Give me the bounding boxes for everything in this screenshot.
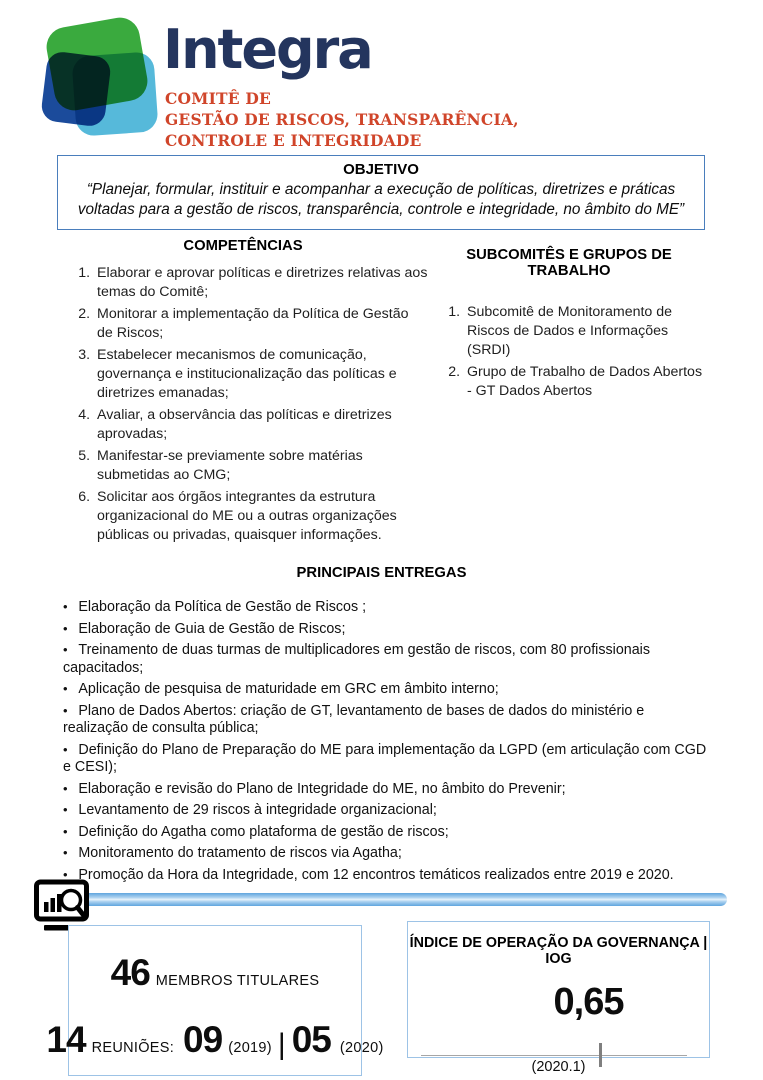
objetivo-quote: “Planejar, formular, instituir e acompanhar a execução de políticas, diretrizes e práticas voltadas para a gestão de riscos, transparência, controle e integridade, no âmbito do ME” bbox=[77, 181, 685, 218]
list-item: 1. Elaborar e aprovar políticas e diretrizes relativas aos temas do Comitê; bbox=[94, 264, 428, 302]
iog-title: ÍNDICE DE OPERAÇÃO DA GOVERNANÇA | IOG bbox=[409, 935, 708, 967]
brand-subtitle-line: GESTÃO DE RISCOS, TRANSPARÊNCIA, bbox=[165, 110, 519, 129]
membros-box bbox=[46, 925, 384, 1076]
list-item: • Promoção da Hora da Integridade, com 12 encontros temáticos realizados entre 2019 e 2020. bbox=[63, 866, 711, 885]
brand-subtitle bbox=[165, 88, 519, 151]
list-item: • Levantamento de 29 riscos à integridade organizacional; bbox=[63, 801, 711, 820]
reunioes-total: 14 bbox=[46, 1019, 86, 1060]
integra-logo-icon bbox=[42, 22, 160, 140]
list-item: • Elaboração da Política de Gestão de Riscos ; bbox=[63, 598, 711, 617]
iog-timeline bbox=[408, 1046, 709, 1080]
list-item: • Treinamento de duas turmas de multiplicadores em gestão de riscos, com 80 profissionais capacitados; bbox=[63, 641, 711, 677]
reunioes-label: REUNIÕES: bbox=[91, 1040, 175, 1056]
objetivo-title: OBJETIVO bbox=[343, 161, 419, 178]
list-item: 2. Grupo de Trabalho de Dados Abertos - GT Dados Abertos bbox=[464, 363, 710, 401]
list-item: • Plano de Dados Abertos: criação de GT, levantamento de bases de dados do ministério e realização de consulta pública; bbox=[63, 702, 711, 738]
brand-subtitle-line: CONTROLE E INTEGRIDADE bbox=[165, 131, 422, 150]
list-item: 6. Solicitar aos órgãos integrantes da estrutura organizacional do ME ou a outras organizações públicas ou privadas, quaisquer informações. bbox=[94, 488, 428, 545]
timeline-axis bbox=[421, 1055, 687, 1056]
list-item: 4. Avaliar, a observância das políticas e diretrizes aprovadas; bbox=[94, 406, 428, 444]
list-item: 2. Monitorar a implementação da Política de Gestão de Riscos; bbox=[94, 305, 428, 343]
reunioes-2019-year: (2019) bbox=[228, 1040, 272, 1056]
list-item: 3. Estabelecer mecanismos de comunicação, governança e institucionalização das políticas e diretrizes emanadas; bbox=[94, 346, 428, 403]
reunioes-row bbox=[46, 1019, 384, 1061]
list-item: • Definição do Plano de Preparação do ME para implementação da LGPD (em articulação com CGD e CESI); bbox=[63, 741, 711, 777]
competencias-title: COMPETÊNCIAS bbox=[183, 238, 303, 254]
separator-pipe: | bbox=[277, 1028, 286, 1061]
competencias-list bbox=[58, 264, 428, 545]
objetivo-box bbox=[57, 155, 705, 230]
membros-row bbox=[79, 952, 351, 994]
list-item: 5. Manifestar-se previamente sobre matérias submetidas ao CMG; bbox=[94, 447, 428, 485]
membros-value: 46 bbox=[110, 952, 150, 993]
list-item: 1. Subcomitê de Monitoramento de Riscos de Dados e Informações (SRDI) bbox=[464, 303, 710, 360]
list-item: • Aplicação de pesquisa de maturidade em GRC em âmbito interno; bbox=[63, 680, 711, 699]
brand-name: Integra bbox=[163, 18, 372, 81]
subcomites-section bbox=[428, 247, 710, 404]
subcomites-title: SUBCOMITÊS E GRUPOS DE TRABALHO bbox=[466, 247, 672, 279]
logo-shape-green bbox=[43, 14, 150, 113]
timeline-period-label: (2020.1) bbox=[531, 1059, 586, 1075]
list-item: • Monitoramento do tratamento de riscos via Agatha; bbox=[63, 844, 711, 863]
reunioes-2019-value: 09 bbox=[183, 1019, 223, 1060]
iog-box bbox=[407, 921, 710, 1075]
entregas-list bbox=[63, 598, 711, 887]
reunioes-2020-year: (2020) bbox=[339, 1040, 384, 1056]
list-item: • Elaboração e revisão do Plano de Integridade do ME, no âmbito do Prevenir; bbox=[63, 780, 711, 799]
brand-subtitle-line: COMITÊ DE bbox=[165, 89, 272, 108]
entregas-title: PRINCIPAIS ENTREGAS bbox=[296, 565, 467, 581]
competencias-section bbox=[58, 238, 428, 548]
membros-label: MEMBROS TITULARES bbox=[155, 973, 320, 989]
subcomites-list bbox=[428, 303, 710, 401]
iog-value: 0,65 bbox=[553, 981, 624, 1023]
divider-gradient-bar bbox=[42, 893, 727, 906]
reunioes-2020-value: 05 bbox=[291, 1019, 331, 1060]
list-item: • Definição do Agatha como plataforma de gestão de riscos; bbox=[63, 823, 711, 842]
list-item: • Elaboração de Guia de Gestão de Riscos; bbox=[63, 620, 711, 639]
